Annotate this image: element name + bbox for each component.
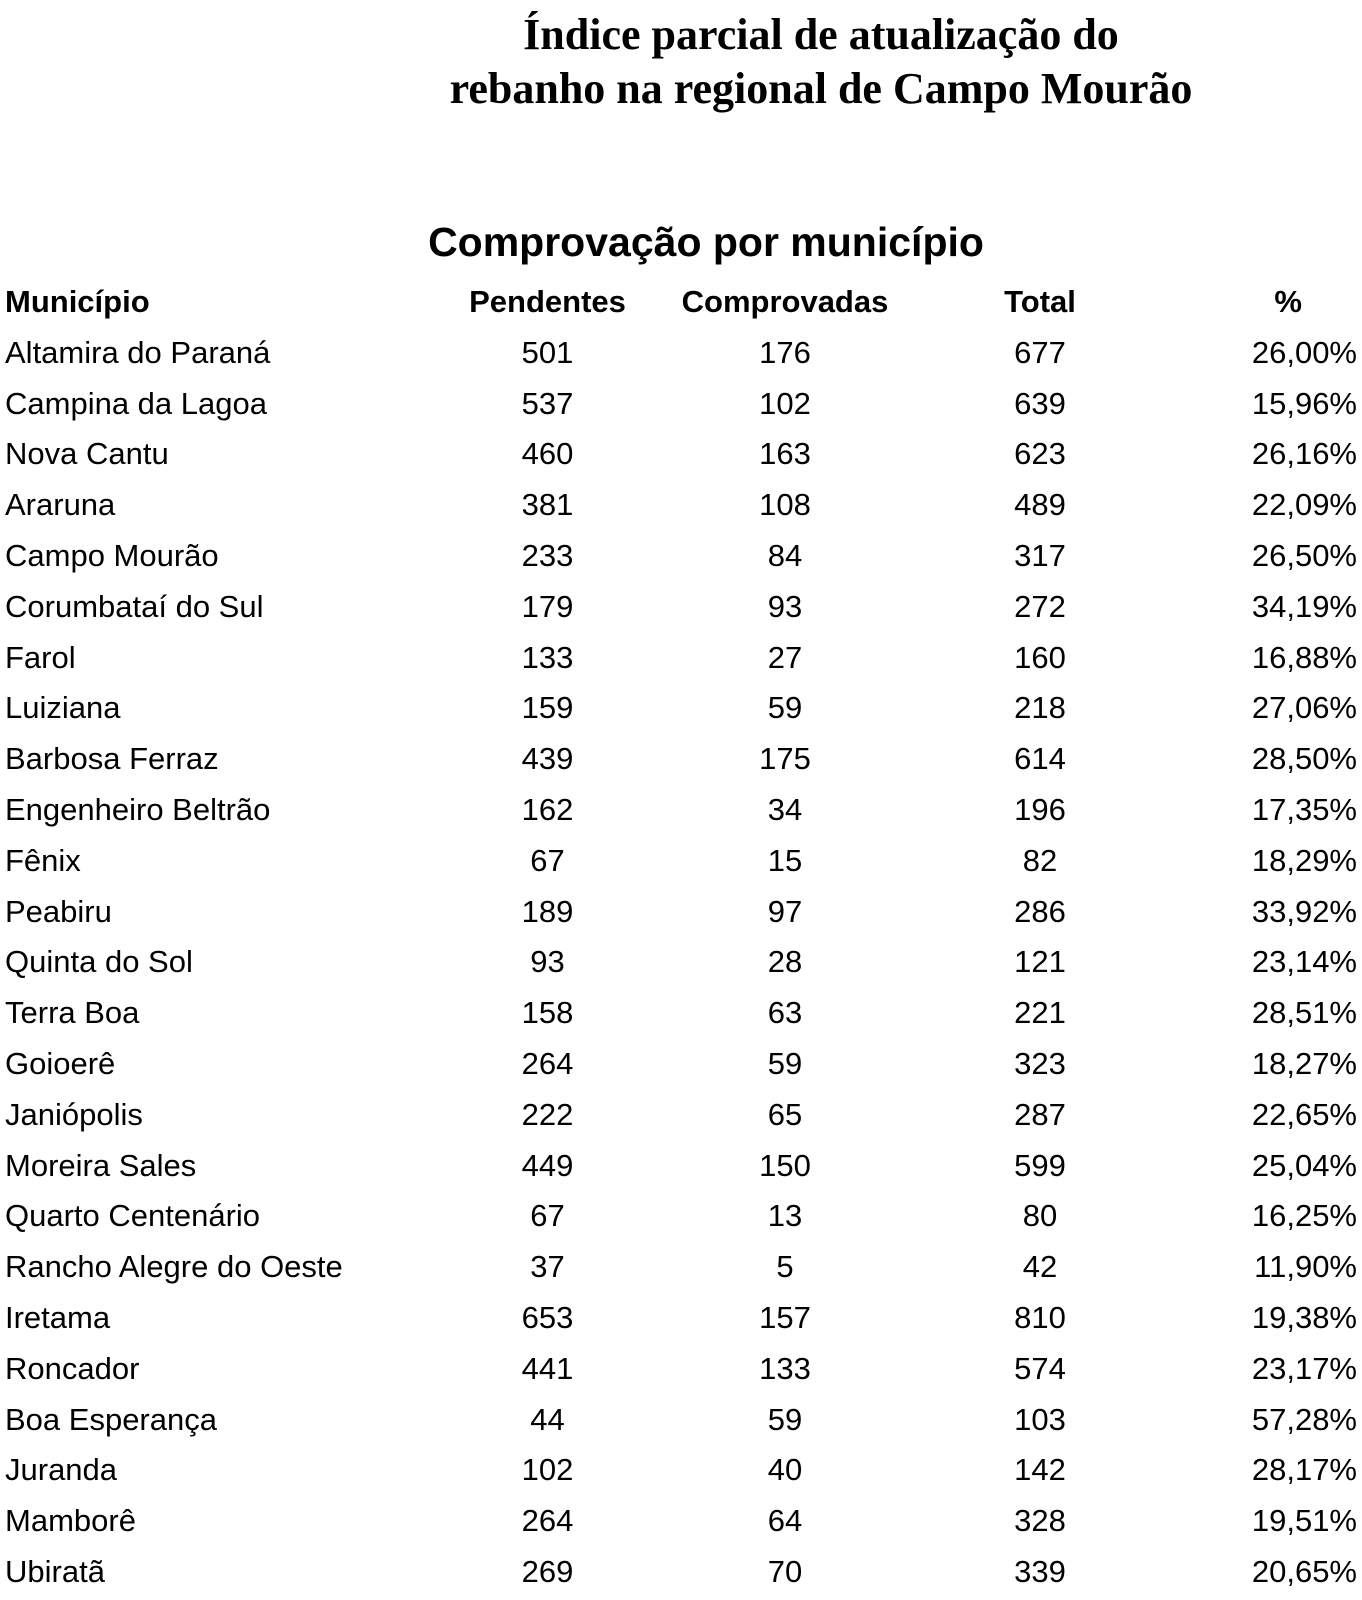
cell-municipio: Rancho Alegre do Oeste <box>5 1249 343 1285</box>
cell-pct: 28,51% <box>1251 995 1357 1031</box>
header-total: Total <box>1004 284 1076 319</box>
cell-pct: 18,29% <box>1251 842 1357 878</box>
cell-pct: 22,09% <box>1251 487 1357 523</box>
table-row <box>5 683 1357 734</box>
cell-comprovadas: 97 <box>767 893 803 929</box>
table-body <box>5 328 1357 1598</box>
table-row <box>5 1191 1357 1242</box>
cell-pendentes: 67 <box>530 842 565 878</box>
cell-pendentes: 264 <box>521 1503 574 1539</box>
cell-pendentes: 222 <box>521 1096 574 1132</box>
cell-pct: 18,27% <box>1251 1045 1357 1081</box>
cell-pendentes: 179 <box>521 588 574 624</box>
cell-total: 142 <box>1014 1452 1066 1488</box>
cell-pct: 22,65% <box>1251 1096 1357 1132</box>
cell-total: 623 <box>1014 436 1066 472</box>
cell-total: 218 <box>1014 690 1066 726</box>
cell-municipio: Roncador <box>5 1350 140 1386</box>
cell-comprovadas: 28 <box>767 944 803 980</box>
cell-total: 221 <box>1014 995 1066 1031</box>
title-line-2: rebanho na regional de Campo Mourão <box>449 64 1193 113</box>
cell-pendentes: 162 <box>521 791 574 827</box>
cell-municipio: Moreira Sales <box>5 1147 197 1183</box>
cell-pendentes: 233 <box>521 537 574 573</box>
cell-pct: 57,28% <box>1251 1401 1357 1437</box>
cell-pct: 16,88% <box>1251 639 1357 675</box>
cell-comprovadas: 70 <box>767 1553 803 1589</box>
table-row <box>5 1395 1357 1446</box>
cell-pendentes: 67 <box>530 1198 565 1234</box>
table-row <box>5 1141 1357 1192</box>
cell-comprovadas: 34 <box>767 791 803 827</box>
cell-pendentes: 189 <box>521 893 574 929</box>
cell-pendentes: 158 <box>521 995 574 1031</box>
cell-pct: 26,50% <box>1251 537 1357 573</box>
table-row <box>5 1344 1357 1395</box>
table-row <box>5 785 1357 836</box>
cell-pct: 33,92% <box>1251 893 1357 929</box>
cell-pct: 27,06% <box>1251 690 1357 726</box>
cell-pendentes: 537 <box>521 385 574 421</box>
cell-total: 677 <box>1014 334 1066 370</box>
table-row <box>5 633 1357 684</box>
cell-total: 196 <box>1014 791 1066 827</box>
cell-comprovadas: 27 <box>767 639 803 675</box>
cell-pendentes: 441 <box>521 1350 574 1386</box>
cell-comprovadas: 133 <box>759 1350 811 1386</box>
cell-pct: 16,25% <box>1251 1198 1357 1234</box>
cell-municipio: Goioerê <box>5 1045 116 1081</box>
cell-comprovadas: 5 <box>776 1249 794 1285</box>
table-row <box>5 582 1357 633</box>
cell-pct: 28,50% <box>1251 741 1357 777</box>
cell-pct: 26,16% <box>1251 436 1357 472</box>
table-row <box>5 836 1357 887</box>
cell-pendentes: 93 <box>530 944 565 980</box>
cell-pct: 19,51% <box>1251 1503 1357 1539</box>
cell-total: 599 <box>1014 1147 1066 1183</box>
table-row <box>5 531 1357 582</box>
cell-municipio: Barbosa Ferraz <box>5 741 219 777</box>
cell-pendentes: 269 <box>521 1553 574 1589</box>
table-row <box>5 328 1357 379</box>
header-pendentes: Pendentes <box>469 284 626 319</box>
table-row <box>5 988 1357 1039</box>
cell-pct: 26,00% <box>1251 334 1357 370</box>
cell-comprovadas: 157 <box>759 1299 811 1335</box>
cell-pct: 19,38% <box>1251 1299 1357 1335</box>
cell-pendentes: 381 <box>521 487 574 523</box>
table-row <box>5 887 1357 938</box>
cell-total: 489 <box>1014 487 1066 523</box>
cell-total: 287 <box>1014 1096 1066 1132</box>
cell-comprovadas: 64 <box>767 1503 803 1539</box>
cell-municipio: Altamira do Paraná <box>5 334 271 370</box>
cell-comprovadas: 150 <box>759 1147 811 1183</box>
cell-municipio: Juranda <box>5 1452 118 1488</box>
cell-pendentes: 449 <box>521 1147 574 1183</box>
cell-municipio: Boa Esperança <box>5 1401 217 1437</box>
cell-pendentes: 102 <box>521 1452 574 1488</box>
cell-municipio: Quarto Centenário <box>5 1198 261 1234</box>
cell-pct: 28,17% <box>1251 1452 1357 1488</box>
cell-pct: 20,65% <box>1251 1553 1357 1589</box>
cell-pendentes: 37 <box>530 1249 565 1285</box>
cell-pendentes: 159 <box>521 690 574 726</box>
table-row <box>5 379 1357 430</box>
cell-total: 323 <box>1014 1045 1066 1081</box>
table-row <box>5 1496 1357 1547</box>
cell-total: 80 <box>1022 1198 1058 1234</box>
cell-municipio: Quinta do Sol <box>5 944 193 980</box>
cell-municipio: Campo Mourão <box>5 537 219 573</box>
document-title <box>400 8 1242 116</box>
table-header-row <box>5 277 1357 328</box>
cell-pct: 15,96% <box>1251 385 1357 421</box>
cell-comprovadas: 13 <box>767 1198 803 1234</box>
table-row <box>5 1090 1357 1141</box>
title-line-1: Índice parcial de atualização do <box>523 10 1119 59</box>
table-row <box>5 1242 1357 1293</box>
cell-total: 82 <box>1022 842 1058 878</box>
cell-pct: 11,90% <box>1254 1249 1357 1285</box>
cell-comprovadas: 175 <box>759 741 811 777</box>
table-row <box>5 734 1357 785</box>
cell-municipio: Luiziana <box>5 690 121 726</box>
cell-municipio: Fênix <box>5 842 81 878</box>
cell-municipio: Ubiratã <box>5 1553 105 1589</box>
header-municipio: Município <box>5 284 150 319</box>
cell-pct: 23,14% <box>1251 944 1357 980</box>
cell-comprovadas: 108 <box>759 487 811 523</box>
cell-municipio: Engenheiro Beltrão <box>5 791 271 827</box>
cell-total: 639 <box>1014 385 1066 421</box>
cell-pendentes: 264 <box>521 1045 574 1081</box>
cell-comprovadas: 176 <box>759 334 811 370</box>
cell-pct: 17,35% <box>1251 791 1357 827</box>
cell-pendentes: 501 <box>521 334 574 370</box>
cell-comprovadas: 163 <box>759 436 811 472</box>
cell-municipio: Farol <box>5 639 76 675</box>
cell-comprovadas: 59 <box>767 1045 803 1081</box>
cell-municipio: Mamborê <box>5 1503 136 1539</box>
cell-total: 286 <box>1014 893 1066 929</box>
table-row <box>5 1293 1357 1344</box>
cell-municipio: Peabiru <box>5 893 112 929</box>
cell-municipio: Araruna <box>5 487 116 523</box>
cell-pendentes: 460 <box>521 436 574 472</box>
cell-total: 810 <box>1014 1299 1066 1335</box>
cell-comprovadas: 84 <box>767 537 803 573</box>
cell-pct: 34,19% <box>1251 588 1357 624</box>
table-row <box>5 1039 1357 1090</box>
cell-comprovadas: 59 <box>767 1401 803 1437</box>
cell-pendentes: 439 <box>521 741 574 777</box>
cell-municipio: Nova Cantu <box>5 436 169 472</box>
table-row <box>5 429 1357 480</box>
cell-comprovadas: 102 <box>759 385 811 421</box>
cell-comprovadas: 40 <box>767 1452 803 1488</box>
cell-total: 328 <box>1014 1503 1066 1539</box>
cell-comprovadas: 65 <box>767 1096 803 1132</box>
cell-total: 339 <box>1014 1553 1066 1589</box>
table-row <box>5 1547 1357 1598</box>
cell-pendentes: 44 <box>530 1401 565 1437</box>
header-comprovadas: Comprovadas <box>681 284 889 319</box>
table-row <box>5 937 1357 988</box>
cell-comprovadas: 59 <box>767 690 803 726</box>
cell-comprovadas: 93 <box>767 588 803 624</box>
table-row <box>5 480 1357 531</box>
cell-municipio: Corumbataí do Sul <box>5 588 264 624</box>
table-row <box>5 1445 1357 1496</box>
cell-total: 272 <box>1014 588 1066 624</box>
cell-pct: 23,17% <box>1251 1350 1357 1386</box>
cell-municipio: Iretama <box>5 1299 111 1335</box>
cell-total: 574 <box>1014 1350 1066 1386</box>
cell-total: 121 <box>1014 944 1066 980</box>
cell-pendentes: 133 <box>521 639 574 675</box>
cell-total: 103 <box>1014 1401 1066 1437</box>
cell-total: 317 <box>1014 537 1066 573</box>
cell-total: 160 <box>1014 639 1066 675</box>
cell-municipio: Terra Boa <box>5 995 140 1031</box>
cell-total: 614 <box>1014 741 1066 777</box>
header-pct: % <box>1274 284 1302 319</box>
cell-pct: 25,04% <box>1251 1147 1357 1183</box>
municipality-table <box>5 277 1357 1598</box>
table-subtitle: Comprovação por município <box>428 219 984 265</box>
cell-total: 42 <box>1022 1249 1058 1285</box>
cell-municipio: Janiópolis <box>5 1096 143 1132</box>
cell-comprovadas: 63 <box>767 995 803 1031</box>
cell-municipio: Campina da Lagoa <box>5 385 267 421</box>
cell-comprovadas: 15 <box>767 842 803 878</box>
cell-pendentes: 653 <box>521 1299 574 1335</box>
